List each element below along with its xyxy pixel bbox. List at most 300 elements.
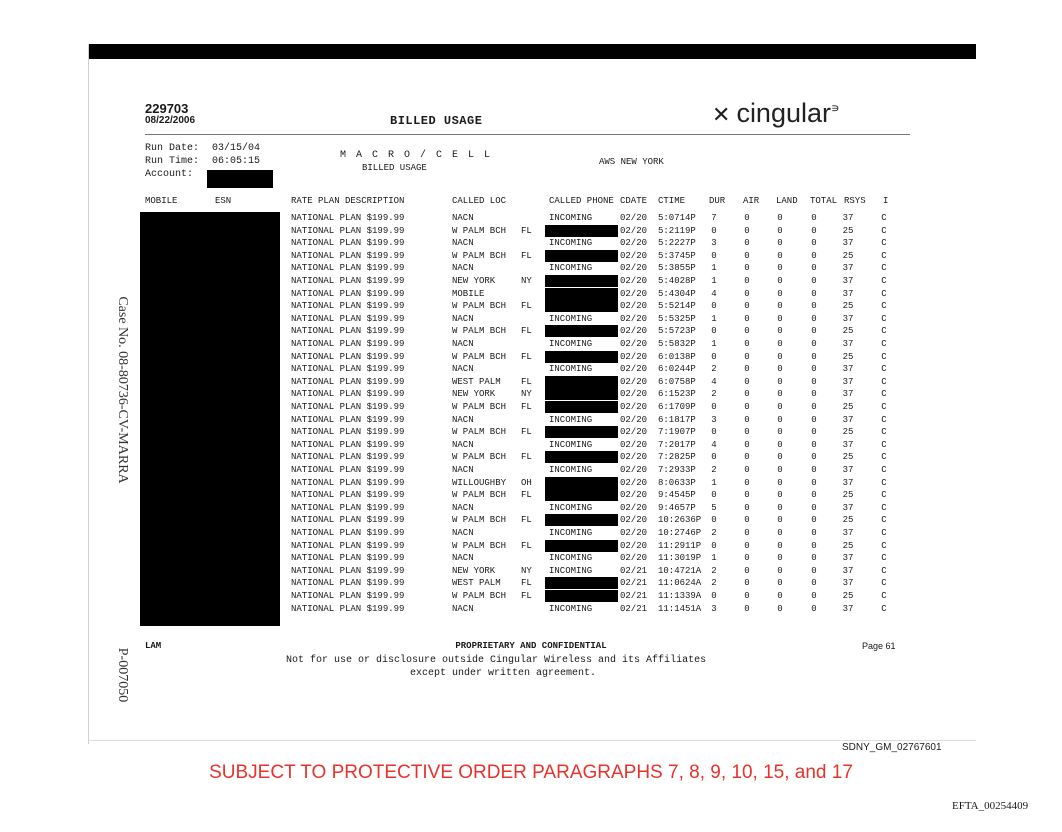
table-row [0,212,1062,224]
cell-dur: 0 [711,452,717,463]
cell-land: 0 [777,313,783,324]
cell-ctime: 8:0633P [658,477,696,488]
cell-land: 0 [777,553,783,564]
cell-rsys: 37 [842,502,854,513]
cell-called-phone: INCOMING [549,414,593,425]
cell-air: 0 [744,301,750,312]
cell-rsys: 37 [842,364,854,375]
cell-air: 0 [744,578,750,589]
cell-called-loc: W PALM BCH [452,452,507,463]
cell-total: 0 [811,339,817,349]
cell-ctime: 11:3019P [658,553,702,564]
cell-rsys: 37 [842,288,854,299]
cell-rsys: 37 [842,339,854,349]
cell-rate-plan: NATIONAL PLAN $199.99 [291,553,405,564]
cell-total: 0 [811,276,817,286]
cell-total: 0 [811,540,817,551]
cell-called-phone: INCOMING [549,465,593,475]
cell-total: 0 [811,515,817,526]
cingular-logo [712,98,840,129]
cell-rate-plan: NATIONAL PLAN $199.99 [291,389,405,400]
cell-ctime: 5:3855P [658,263,696,274]
col-header: I [883,196,889,206]
cell-land: 0 [777,452,783,463]
cell-land: 0 [777,301,783,312]
disclosure-notice: Not for use or disclosure outside Cingular Wireless and its Affiliates [286,655,707,666]
cell-rate-plan: NATIONAL PLAN $199.99 [291,528,405,538]
cell-rate-plan: NATIONAL PLAN $199.99 [291,515,405,526]
cell-called-loc: NACN [452,465,474,475]
phone-redaction [545,577,618,589]
cell-called-loc: NACN [452,313,474,324]
cell-cdate: 02/21 [620,578,648,589]
cell-cdate: 02/20 [620,502,648,513]
cell-i: C [881,591,887,601]
table-row [0,502,1062,514]
cell-total: 0 [811,553,817,564]
cell-ctime: 11:0624A [658,578,702,589]
cell-called-phone: INCOMING [549,263,593,274]
cell-cdate: 02/20 [620,427,648,438]
cell-cdate: 02/20 [620,339,648,349]
cell-state: FL [521,427,532,438]
cell-rsys: 25 [842,427,854,438]
cell-cdate: 02/20 [620,364,648,375]
table-row [0,464,1062,476]
cell-dur: 3 [711,603,717,614]
cell-cdate: 02/20 [620,250,648,261]
cell-called-loc: MOBILE [452,288,485,299]
page-title: BILLED USAGE [390,114,483,128]
cell-state: NY [521,389,532,400]
cell-dur: 4 [711,376,717,387]
cell-i: C [881,238,887,249]
cell-called-phone: INCOMING [549,565,593,576]
phone-redaction [545,225,618,237]
cell-ctime: 9:4545P [658,490,696,501]
cell-cdate: 02/20 [620,301,648,312]
cell-rate-plan: NATIONAL PLAN $199.99 [291,326,405,337]
table-row [0,338,1062,350]
cell-rate-plan: NATIONAL PLAN $199.99 [291,578,405,589]
cell-dur: 1 [711,477,717,488]
table-row [0,552,1062,564]
cell-dur: 0 [711,351,717,362]
scan-top-bar [88,44,976,59]
cell-cdate: 02/20 [620,276,648,286]
cell-total: 0 [811,225,817,236]
table-row [0,262,1062,274]
cell-i: C [881,465,887,475]
cell-i: C [881,414,887,425]
cell-rate-plan: NATIONAL PLAN $199.99 [291,225,405,236]
header-divider [145,134,910,135]
cell-dur: 2 [711,364,717,375]
cell-ctime: 5:3745P [658,250,696,261]
table-row [0,388,1062,400]
cell-called-loc: W PALM BCH [452,351,507,362]
table-row [0,275,1062,287]
cell-rsys: 37 [842,313,854,324]
cell-rsys: 37 [842,439,854,450]
cell-called-loc: NACN [452,213,474,223]
cell-state: OH [521,477,532,488]
cell-total: 0 [811,565,817,576]
cell-dur: 3 [711,414,717,425]
table-row [0,288,1062,300]
cell-state: FL [521,351,532,362]
cell-dur: 2 [711,528,717,538]
cell-state: FL [521,402,532,412]
cell-i: C [881,578,887,589]
cell-rate-plan: NATIONAL PLAN $199.99 [291,288,405,299]
cell-land: 0 [777,276,783,286]
cell-cdate: 02/20 [620,540,648,551]
cell-called-loc: W PALM BCH [452,427,507,438]
cell-land: 0 [777,603,783,614]
account-redaction [207,170,273,188]
cell-cdate: 02/20 [620,213,648,223]
cell-land: 0 [777,402,783,412]
cell-total: 0 [811,490,817,501]
cell-air: 0 [744,603,750,614]
cell-ctime: 5:5214P [658,301,696,312]
cell-dur: 0 [711,301,717,312]
cell-rsys: 37 [842,276,854,286]
col-header: ESN [215,196,232,206]
cell-air: 0 [744,402,750,412]
cell-land: 0 [777,238,783,249]
cell-i: C [881,339,887,349]
cell-cdate: 02/20 [620,490,648,501]
cell-dur: 2 [711,578,717,589]
cell-cdate: 02/20 [620,238,648,249]
cell-land: 0 [777,502,783,513]
cell-ctime: 7:2933P [658,465,696,475]
cell-total: 0 [811,376,817,387]
cell-i: C [881,313,887,324]
cell-rate-plan: NATIONAL PLAN $199.99 [291,351,405,362]
cell-rsys: 37 [842,553,854,564]
cell-total: 0 [811,452,817,463]
cell-land: 0 [777,326,783,337]
cell-rate-plan: NATIONAL PLAN $199.99 [291,490,405,501]
cell-air: 0 [744,540,750,551]
cell-ctime: 7:1907P [658,427,696,438]
cell-cdate: 02/20 [620,389,648,400]
cell-land: 0 [777,389,783,400]
cell-land: 0 [777,364,783,375]
table-row [0,603,1062,615]
cell-i: C [881,225,887,236]
cell-total: 0 [811,213,817,223]
cell-total: 0 [811,414,817,425]
cell-called-phone: INCOMING [549,603,593,614]
phone-redaction [545,401,618,413]
cell-rate-plan: NATIONAL PLAN $199.99 [291,250,405,261]
cell-called-loc: W PALM BCH [452,402,507,412]
cell-ctime: 5:5723P [658,326,696,337]
table-row [0,237,1062,249]
cell-air: 0 [744,326,750,337]
cell-called-loc: NACN [452,603,474,614]
cell-cdate: 02/20 [620,351,648,362]
cell-air: 0 [744,591,750,601]
cell-rate-plan: NATIONAL PLAN $199.99 [291,565,405,576]
cell-rate-plan: NATIONAL PLAN $199.99 [291,603,405,614]
cell-land: 0 [777,465,783,475]
cell-state: NY [521,276,532,286]
cell-rsys: 37 [842,238,854,249]
cell-total: 0 [811,364,817,375]
cell-i: C [881,477,887,488]
logo-mark-icon: ✕ [712,102,731,127]
col-header: RSYS [844,196,866,206]
table-row [0,590,1062,602]
cell-dur: 0 [711,402,717,412]
cell-cdate: 02/20 [620,452,648,463]
cell-air: 0 [744,213,750,223]
cell-land: 0 [777,490,783,501]
cell-i: C [881,351,887,362]
cell-dur: 3 [711,238,717,249]
table-row [0,565,1062,577]
cell-called-loc: NACN [452,263,474,274]
cell-ctime: 7:2017P [658,439,696,450]
cell-total: 0 [811,477,817,488]
cell-rate-plan: NATIONAL PLAN $199.99 [291,313,405,324]
cell-ctime: 10:4721A [658,565,702,576]
cell-rate-plan: NATIONAL PLAN $199.99 [291,591,405,601]
col-header: DUR [709,196,726,206]
cell-i: C [881,389,887,400]
cell-called-loc: NACN [452,502,474,513]
cell-ctime: 6:0758P [658,376,696,387]
cell-called-phone: INCOMING [549,238,593,249]
cell-called-loc: NACN [452,414,474,425]
cell-i: C [881,565,887,576]
table-row [0,426,1062,438]
cell-cdate: 02/20 [620,439,648,450]
cell-called-loc: NACN [452,553,474,564]
cell-ctime: 5:2119P [658,225,696,236]
cell-state: FL [521,225,532,236]
cell-land: 0 [777,477,783,488]
cell-called-loc: WEST PALM [452,376,501,387]
cell-total: 0 [811,427,817,438]
cell-total: 0 [811,603,817,614]
protective-order-stamp: SUBJECT TO PROTECTIVE ORDER PARAGRAPHS 7, 8, 9, 10, 15, and 17 [209,762,853,783]
logo-text: cingular [736,98,831,128]
region-label: AWS NEW YORK [599,157,664,167]
cell-called-loc: W PALM BCH [452,540,507,551]
cell-cdate: 02/20 [620,414,648,425]
cell-ctime: 5:5325P [658,313,696,324]
cell-state: FL [521,250,532,261]
cell-i: C [881,490,887,501]
table-row [0,313,1062,325]
cell-i: C [881,213,887,223]
table-row [0,363,1062,375]
cell-air: 0 [744,263,750,274]
cell-i: C [881,326,887,337]
cell-rsys: 25 [842,250,854,261]
cell-dur: 2 [711,465,717,475]
cell-i: C [881,540,887,551]
cell-called-phone: INCOMING [549,313,593,324]
cell-called-loc: NACN [452,238,474,249]
cell-dur: 7 [711,213,717,223]
cell-rate-plan: NATIONAL PLAN $199.99 [291,414,405,425]
table-row [0,250,1062,262]
cell-air: 0 [744,553,750,564]
page-edge-bottom [88,740,976,741]
cell-dur: 4 [711,439,717,450]
table-row [0,300,1062,312]
cell-cdate: 02/20 [620,515,648,526]
cell-dur: 2 [711,389,717,400]
cell-rsys: 37 [842,528,854,538]
cell-called-phone: INCOMING [549,439,593,450]
cell-rsys: 25 [842,402,854,412]
cell-cdate: 02/20 [620,288,648,299]
cell-i: C [881,603,887,614]
cell-ctime: 6:1523P [658,389,696,400]
cell-i: C [881,439,887,450]
phone-redaction [545,351,618,363]
cell-ctime: 6:0244P [658,364,696,375]
cell-air: 0 [744,528,750,538]
col-header: CALLED LOC [452,196,507,206]
table-row [0,351,1062,363]
phone-redaction [545,288,618,300]
cell-total: 0 [811,439,817,450]
cell-called-loc: NEW YORK [452,565,496,576]
table-row [0,225,1062,237]
cell-rate-plan: NATIONAL PLAN $199.99 [291,439,405,450]
phone-redaction [545,300,618,312]
cell-i: C [881,250,887,261]
cell-land: 0 [777,250,783,261]
cell-i: C [881,402,887,412]
cell-land: 0 [777,263,783,274]
phone-redaction [545,325,618,337]
cell-called-loc: W PALM BCH [452,490,507,501]
cell-called-phone: INCOMING [549,364,593,375]
cell-total: 0 [811,250,817,261]
cell-cdate: 02/20 [620,326,648,337]
cell-i: C [881,515,887,526]
cell-state: NY [521,565,532,576]
cell-called-phone: INCOMING [549,553,593,564]
cell-rsys: 25 [842,351,854,362]
logo-trademark: ∍ [831,101,840,115]
confidential-notice: PROPRIETARY AND CONFIDENTIAL [455,641,607,651]
cell-air: 0 [744,427,750,438]
table-row [0,489,1062,501]
cell-rsys: 25 [842,540,854,551]
cell-i: C [881,376,887,387]
cell-called-loc: NACN [452,439,474,450]
cell-rate-plan: NATIONAL PLAN $199.99 [291,465,405,475]
cell-cdate: 02/20 [620,263,648,274]
phone-redaction [545,451,618,463]
table-row [0,376,1062,388]
cell-cdate: 02/20 [620,477,648,488]
cell-air: 0 [744,276,750,286]
cell-state: FL [521,376,532,387]
cell-air: 0 [744,389,750,400]
phone-redaction [545,477,618,489]
cell-total: 0 [811,578,817,589]
cell-land: 0 [777,439,783,450]
cell-dur: 0 [711,225,717,236]
footer-code: LAM [145,641,162,651]
cell-dur: 2 [711,565,717,576]
cell-cdate: 02/20 [620,225,648,236]
cell-called-loc: NACN [452,339,474,349]
col-header: CALLED PHONE [549,196,614,206]
cell-air: 0 [744,490,750,501]
cell-rate-plan: NATIONAL PLAN $199.99 [291,339,405,349]
phone-redaction [545,426,618,438]
cell-state: FL [521,578,532,589]
cell-air: 0 [744,339,750,349]
cell-total: 0 [811,326,817,337]
phone-redaction [545,514,618,526]
cell-dur: 0 [711,427,717,438]
phone-redaction [545,590,618,602]
cell-rsys: 37 [842,465,854,475]
billed-usage-subtitle: BILLED USAGE [362,163,427,173]
cell-ctime: 7:2825P [658,452,696,463]
cell-called-loc: W PALM BCH [452,326,507,337]
cell-ctime: 5:0714P [658,213,696,223]
cell-dur: 0 [711,591,717,601]
cell-rsys: 37 [842,414,854,425]
cell-air: 0 [744,376,750,387]
cell-air: 0 [744,515,750,526]
cell-rate-plan: NATIONAL PLAN $199.99 [291,402,405,412]
cell-rate-plan: NATIONAL PLAN $199.99 [291,502,405,513]
cell-total: 0 [811,288,817,299]
col-header: AIR [743,196,760,206]
cell-i: C [881,528,887,538]
cell-air: 0 [744,465,750,475]
table-row [0,439,1062,451]
cell-cdate: 02/21 [620,603,648,614]
cell-total: 0 [811,591,817,601]
cell-called-loc: W PALM BCH [452,225,507,236]
col-header: LAND [776,196,798,206]
cell-total: 0 [811,263,817,274]
run-date-value: 03/15/04 [212,143,261,154]
col-header: CTIME [658,196,686,206]
cell-called-phone: INCOMING [549,502,593,513]
cell-called-loc: W PALM BCH [452,301,507,312]
cell-dur: 4 [711,288,717,299]
cell-rate-plan: NATIONAL PLAN $199.99 [291,213,405,223]
cell-land: 0 [777,376,783,387]
cell-ctime: 10:2746P [658,528,702,538]
run-labels [145,142,199,181]
cell-ctime: 6:1709P [658,402,696,412]
bates-number: SDNY_GM_02767601 [842,742,942,753]
cell-cdate: 02/20 [620,402,648,412]
cell-called-loc: WILLOUGHBY [452,477,507,488]
cell-land: 0 [777,427,783,438]
cell-air: 0 [744,364,750,375]
